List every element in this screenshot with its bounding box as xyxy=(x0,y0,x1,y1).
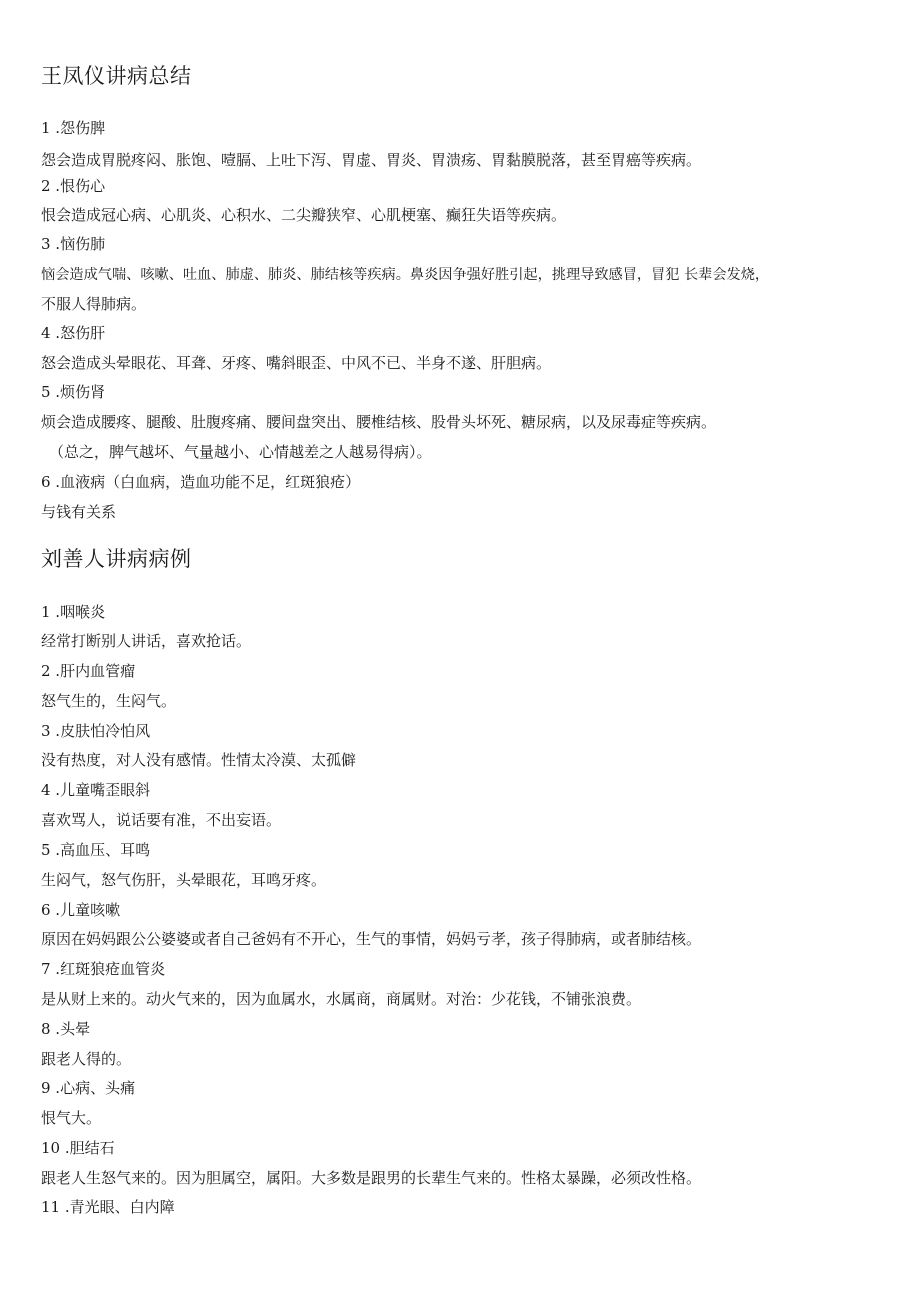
list-item-heading: 4 .怒伤肝 xyxy=(41,324,106,342)
list-item-heading: 11 .青光眼、白内障 xyxy=(41,1198,175,1216)
list-item-text: 经常打断别人讲话，喜欢抢话。 xyxy=(41,632,252,650)
list-item-heading: 5 .烦伤肾 xyxy=(41,383,106,401)
list-item-text: 喜欢骂人，说话要有准，不出妄语。 xyxy=(41,811,282,829)
list-item-text: 怨会造成胃脱疼闷、胀饱、噎膈、上吐下泻、胃虚、胃炎、胃溃疡、胃黏膜脱落，甚至胃癌等疾病。 xyxy=(41,151,702,169)
list-item-heading: 7 .红斑狼疮血管炎 xyxy=(41,960,166,978)
list-item-text: 怒气生的，生闷气。 xyxy=(41,692,177,710)
list-item-text: 生闷气，怒气伤肝，头晕眼花，耳鸣牙疼。 xyxy=(41,871,327,889)
list-item-heading: 8 .头晕 xyxy=(41,1020,91,1038)
section-title: 王凤仪讲病总结 xyxy=(41,64,192,88)
list-item-text: 烦会造成腰疼、腿酸、肚腹疼痛、腰间盘突出、腰椎结核、股骨头坏死、糖尿病，以及尿毒症等疾病。 xyxy=(41,413,717,431)
list-item-text: 原因在妈妈跟公公婆婆或者自己爸妈有不开心，生气的事情，妈妈亏孝，孩子得肺病，或者肺结核。 xyxy=(41,930,702,948)
section-title: 刘善人讲病病例 xyxy=(41,547,192,571)
list-item-text: 跟老人生怒气来的。因为胆属空，属阳。大多数是跟男的长辈生气来的。性格太暴躁，必须改性格。 xyxy=(41,1169,702,1187)
list-item-text: 恨会造成冠心病、心肌炎、心积水、二尖瓣狭窄、心肌梗塞、癫狂失语等疾病。 xyxy=(41,206,567,224)
list-item-text: 恼会造成气喘、咳嗽、吐血、肺虚、肺炎、肺结核等疾病。鼻炎因争强好胜引起，挑理导致感冒，冒犯 长辈会发烧， xyxy=(41,267,770,283)
list-item-heading: 2 .恨伤心 xyxy=(41,177,106,195)
list-item-text: 跟老人得的。 xyxy=(41,1050,132,1068)
list-item-heading: 6 .儿童咳嗽 xyxy=(41,901,121,919)
list-item-heading: 3 .皮肤怕冷怕风 xyxy=(41,722,151,740)
list-item-heading: 4 .儿童嘴歪眼斜 xyxy=(41,781,151,799)
list-item-heading: 5 .高血压、耳鸣 xyxy=(41,841,151,859)
list-item-heading: 3 .恼伤肺 xyxy=(41,235,106,253)
list-item-heading: 2 .肝内血管瘤 xyxy=(41,662,136,680)
list-item-heading: 1 .怨伤脾 xyxy=(41,119,106,137)
list-item-text: 没有热度，对人没有感情。性情太冷漠、太孤僻 xyxy=(41,751,357,769)
list-item-heading: 9 .心病、头痛 xyxy=(41,1079,136,1097)
note-text: （总之，脾气越坏、气量越小、心情越差之人越易得病）。 xyxy=(49,443,432,461)
list-item-heading: 6 .血液病（白血病，造血功能不足，红斑狼疮） xyxy=(41,473,361,491)
list-item-text: 不服人得肺病。 xyxy=(41,295,147,313)
list-item-text: 是从财上来的。动火气来的，因为血属水，水属商，商属财。对治：少花钱，不铺张浪费。 xyxy=(41,990,642,1008)
list-item-heading: 1 .咽喉炎 xyxy=(41,603,106,621)
list-item-text: 与钱有关系 xyxy=(41,503,117,521)
list-item-text: 怒会造成头晕眼花、耳聋、牙疼、嘴斜眼歪、中风不已、半身不遂、肝胆病。 xyxy=(41,354,552,372)
list-item-heading: 10 .胆结石 xyxy=(41,1139,115,1157)
list-item-text: 恨气大。 xyxy=(41,1109,102,1127)
